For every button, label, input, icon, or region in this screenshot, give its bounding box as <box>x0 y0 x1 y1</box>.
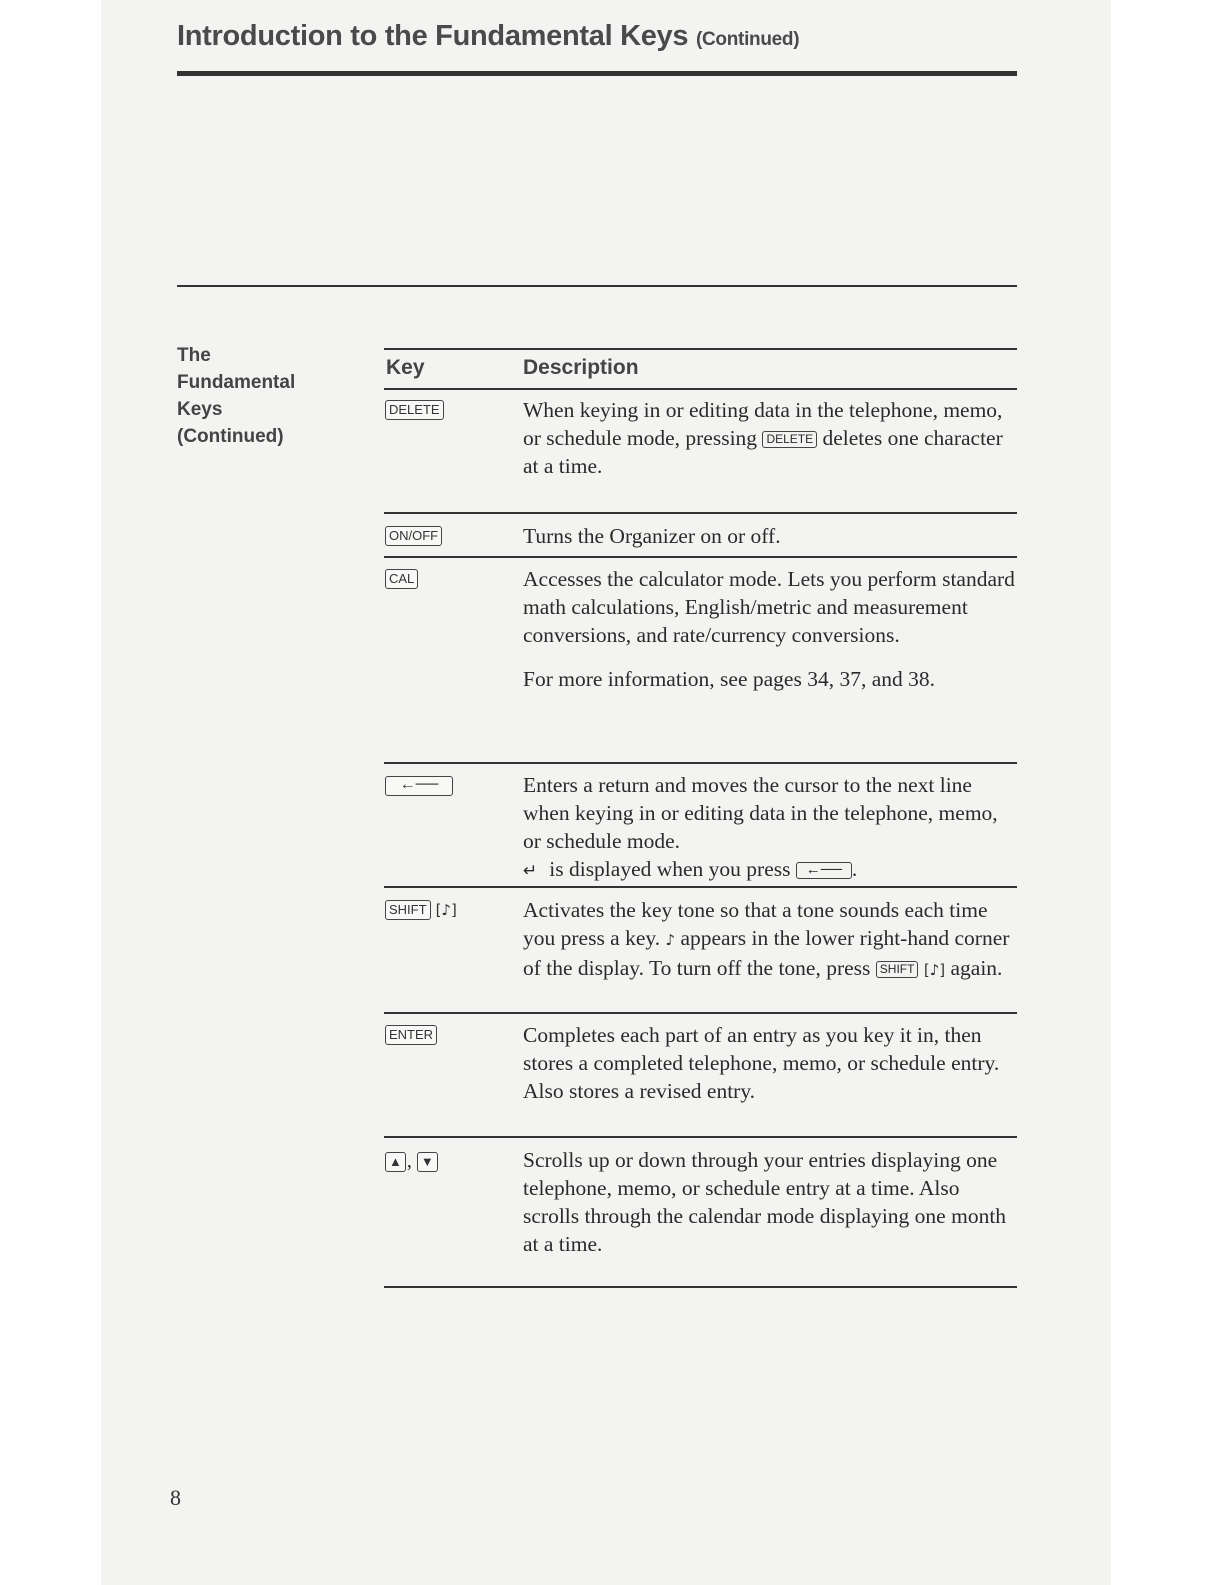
return-key-inline-icon: ←── <box>796 862 852 879</box>
scroll-key-separator: , <box>406 1150 412 1172</box>
row-divider <box>384 556 1017 558</box>
table-row-onoff-description <box>523 522 1018 550</box>
table-top-rule <box>384 348 1017 350</box>
delete-desc-pre: When keying in or editing data in the telephone, memo, or schedule mode, pressing <box>523 398 1003 450</box>
table-row-scroll-keys <box>385 1150 438 1173</box>
onoff-desc: Turns the Organizer on or off. <box>523 524 781 548</box>
column-header-key: Key <box>386 356 425 379</box>
table-row-enter-key <box>385 1025 437 1045</box>
note-key-inline-icon: [♪] <box>923 961 946 979</box>
header-rule <box>177 71 1017 76</box>
table-row-return-description <box>523 771 1018 885</box>
row-divider <box>384 886 1017 888</box>
return-desc-end: . <box>851 857 858 881</box>
page-number: 8 <box>170 1485 181 1510</box>
table-row-cal-key <box>385 569 418 589</box>
table-row-scroll-description <box>523 1146 1018 1258</box>
table-row-delete-description <box>523 396 1018 480</box>
delete-key-inline-icon: DELETE <box>762 431 817 448</box>
row-divider <box>384 762 1017 764</box>
up-arrow-key-icon: ▲ <box>385 1152 406 1172</box>
cal-desc-more: For more information, see pages 34, 37, and 38. <box>523 667 935 691</box>
down-arrow-key-icon: ▼ <box>417 1152 438 1172</box>
table-row-shift-tone-key <box>385 900 457 920</box>
page-header-title <box>177 20 799 53</box>
enter-desc: Completes each part of an entry as you key it in, then stores a completed telephone, memo, or schedule entry. Also stores a revised entry. <box>523 1023 1000 1103</box>
side-heading: The Fundamental Keys (Continued) <box>177 345 296 447</box>
shift-desc-mid: appears in the lower right-hand corner of the display. To turn off the tone, press <box>523 926 1010 980</box>
row-divider <box>384 1136 1017 1138</box>
table-header-rule <box>384 388 1017 390</box>
table-row-cal-description <box>523 565 1018 693</box>
shift-desc-post: again. <box>950 956 1003 980</box>
table-row-return-key <box>385 776 453 796</box>
table-bottom-rule <box>384 1286 1017 1288</box>
row-divider <box>384 512 1017 514</box>
delete-key-icon: DELETE <box>385 400 444 420</box>
column-header-description: Description <box>523 356 639 379</box>
header-continued: (Continued) <box>695 29 800 50</box>
cal-key-icon: CAL <box>385 569 418 589</box>
table-row-onoff-key <box>385 526 442 546</box>
cal-desc: Accesses the calculator mode. Lets you perform standard math calculations, English/metric and measurement conversions, and rate/currency conversions. <box>523 567 1015 647</box>
note-glyph-icon: ♪ <box>665 931 676 949</box>
row-divider <box>384 1012 1017 1014</box>
note-key-icon: [♪] <box>435 901 457 919</box>
shift-key-inline-icon: SHIFT <box>876 961 919 978</box>
return-glyph-icon: ↵ <box>523 861 538 881</box>
enter-key-icon: ENTER <box>385 1025 437 1045</box>
shift-desc-pre: Activates the key tone so that a tone sounds each time you press a key. <box>523 898 988 950</box>
table-row-delete-key <box>385 400 444 420</box>
return-key-icon: ←── <box>385 776 453 796</box>
return-desc: Enters a return and moves the cursor to the next line when keying in or editing data in the telephone, memo, or schedule mode. <box>523 773 998 853</box>
onoff-key-icon: ON/OFF <box>385 526 442 546</box>
table-row-enter-description <box>523 1021 1018 1105</box>
delete-desc-post: deletes one character at a time. <box>523 426 1003 478</box>
return-desc-post: is displayed when you press <box>549 857 791 881</box>
header-title-text: Introduction to the Fundamental Keys <box>177 20 689 52</box>
table-row-shift-tone-description <box>523 896 1018 984</box>
scroll-desc: Scrolls up or down through your entries displaying one telephone, memo, or schedule entry at a time. Also scrolls through the calendar mode displaying one month at a time. <box>523 1148 1007 1256</box>
section-rule <box>177 285 1017 287</box>
shift-key-icon: SHIFT <box>385 900 431 920</box>
